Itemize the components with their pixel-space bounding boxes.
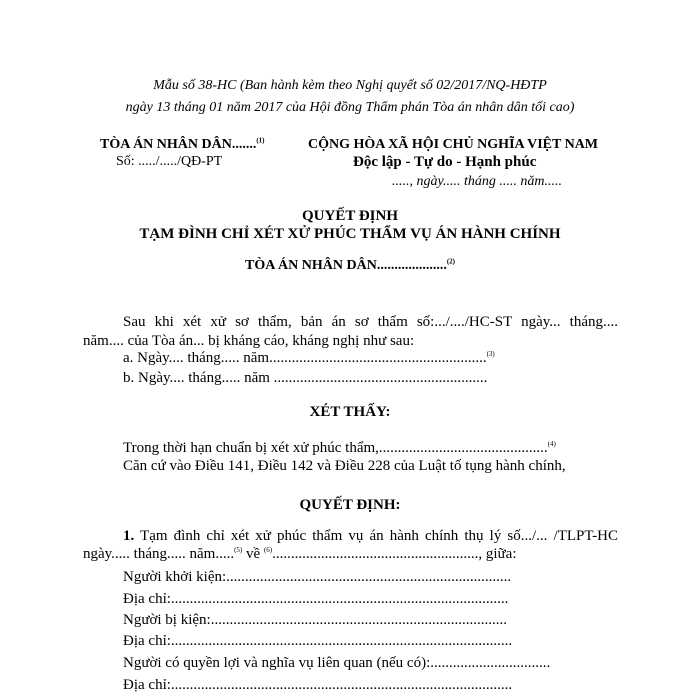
appeal-item-b: b. Ngày.... tháng..... năm ......................................................... xyxy=(123,370,488,386)
court-name xyxy=(100,137,265,153)
issuing-court-text: TÒA ÁN NHÂN DÂN.................... xyxy=(244,258,447,273)
court-name-text: TÒA ÁN NHÂN DÂN....... xyxy=(100,137,257,152)
considering-line-2: Căn cứ vào Điều 141, Điều 142 và Điều 228 của Luật tố tụng hành chính, xyxy=(123,458,566,474)
footnote-ref-5: (5) xyxy=(234,546,243,554)
decision-item-1-line-2 xyxy=(83,546,516,563)
decision-item-1-line-1-text: Tạm đình chỉ xét xử phúc thẩm vụ án hành chính thụ lý số.../... /TLPT-HC xyxy=(140,528,618,544)
template-note-line-2: ngày 13 tháng 01 năm 2017 của Hội đồng Thẩm phán Tòa án nhân dân tối cao) xyxy=(125,100,575,115)
intro-line-1: Sau khi xét xử sơ thẩm, bản án sơ thẩm số:.../..../HC-ST ngày... tháng.... xyxy=(123,314,618,330)
related-party-field: Người có quyền lợi và nghĩa vụ liên quan (nếu có):................................ xyxy=(123,655,551,671)
national-motto: Độc lập - Tự do - Hạnh phúc xyxy=(353,154,537,170)
decision-date-text: ngày..... tháng..... năm..... xyxy=(83,546,235,562)
decision-item-1-number: 1. xyxy=(123,528,135,544)
template-note-line-1: Mẫu số 38-HC (Ban hành kèm theo Nghị quyết số 02/2017/NQ-HĐTP xyxy=(153,78,547,93)
footnote-ref-6: (6) xyxy=(263,546,273,554)
footnote-ref-4: (4) xyxy=(547,440,556,448)
defendant-address-field: Địa chỉ:........................................................................................... xyxy=(123,633,513,649)
decision-number: Số: ...../...../QĐ-PT xyxy=(116,154,223,169)
intro-line-2: năm.... của Tòa án... bị kháng cáo, kháng nghị như sau: xyxy=(83,333,415,349)
appeal-item-a-text: a. Ngày.... tháng..... năm.......................................................... xyxy=(123,350,487,366)
footnote-ref-3: (3) xyxy=(486,350,495,358)
document-subtitle: TẠM ĐÌNH CHỈ XÉT XỬ PHÚC THẨM VỤ ÁN HÀNH CHÍNH xyxy=(139,226,561,242)
plaintiff-address-field: Địa chỉ:.......................................................................................... xyxy=(123,591,509,607)
national-name: CỘNG HÒA XÃ HỘI CHỦ NGHĨA VIỆT NAM xyxy=(308,137,599,152)
considering-line-1-text: Trong thời hạn chuẩn bị xét xử phúc thẩm,............................................. xyxy=(123,440,548,456)
decision-heading: QUYẾT ĐỊNH: xyxy=(299,497,401,513)
decision-between-text: ......................................................., giữa: xyxy=(272,546,517,562)
decision-about-text: về xyxy=(242,546,264,562)
issuing-court xyxy=(0,258,700,274)
decision-item-1-line-1 xyxy=(123,528,618,545)
footnote-ref-2: (2) xyxy=(446,257,455,266)
defendant-field: Người bị kiện:............................................................................... xyxy=(123,612,507,628)
appeal-item-a xyxy=(123,350,495,367)
document-title: QUYẾT ĐỊNH xyxy=(302,208,398,224)
plaintiff-field: Người khởi kiện:............................................................................ xyxy=(123,569,512,585)
issue-date: ....., ngày..... tháng ..... năm..... xyxy=(392,174,562,189)
considering-heading: XÉT THẤY: xyxy=(309,404,391,420)
footnote-ref-1: (1) xyxy=(256,136,265,145)
considering-line-1 xyxy=(123,440,556,457)
related-party-address-field: Địa chỉ:........................................................................................... xyxy=(123,677,513,693)
